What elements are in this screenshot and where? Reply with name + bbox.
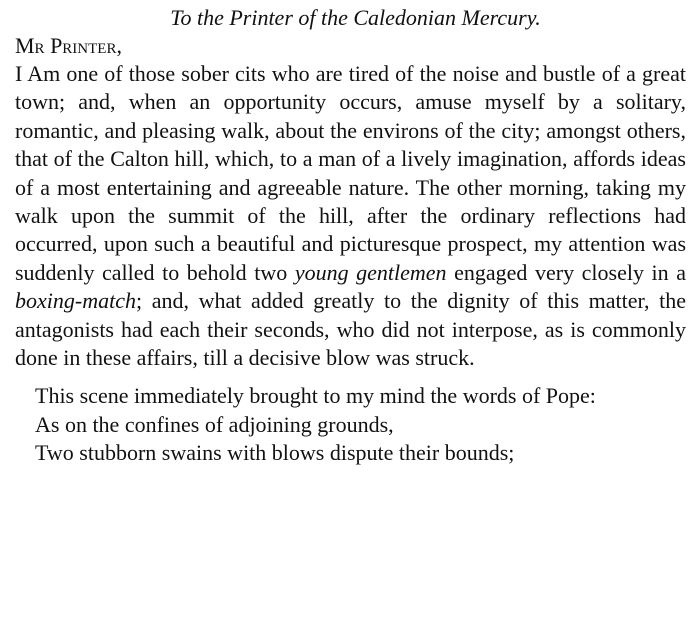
paragraph-1-text-b: engaged very closely in a bbox=[446, 259, 687, 285]
paragraph-1-emphasis-b: boxing-match bbox=[15, 288, 136, 314]
paragraph-1-text-c: ; and, what added greatly to the dignity of this matter, the antagonists had each their seconds, who did not interpose, as is commonly done in these affairs, till a decisive blow was struck. bbox=[15, 288, 686, 371]
paragraph-1 bbox=[15, 60, 686, 372]
verse-line-2: Two stubborn swains with blows dispute their bounds; bbox=[35, 440, 515, 466]
paragraph-1-text-a: I Am one of those sober cits who are tired of the noise and bustle of a great town; and, when an opportunity occurs, amuse myself by a solitary, romantic, and pleasing walk, about the environs of the city; amongst others, that of the Calton hill, which, to a man of a lively imagination, affords ideas of a most entertaining and agreeable nature. The other morning, taking my walk upon the summit of the hill, after the ordinary reflections had occurred, upon such a beautiful and picturesque prospect, my attention was suddenly called to behold two bbox=[15, 61, 686, 285]
verse-line-1: As on the confines of adjoining grounds, bbox=[35, 411, 394, 437]
salutation: Mr Printer, bbox=[15, 33, 122, 58]
verse-quote bbox=[15, 411, 686, 468]
paragraph-1-emphasis-a: young gentlemen bbox=[294, 259, 447, 285]
paragraph-2: This scene immediately brought to my mind the words of Pope: bbox=[35, 383, 596, 409]
letter-heading: To the Printer of the Caledonian Mercury. bbox=[170, 5, 541, 30]
